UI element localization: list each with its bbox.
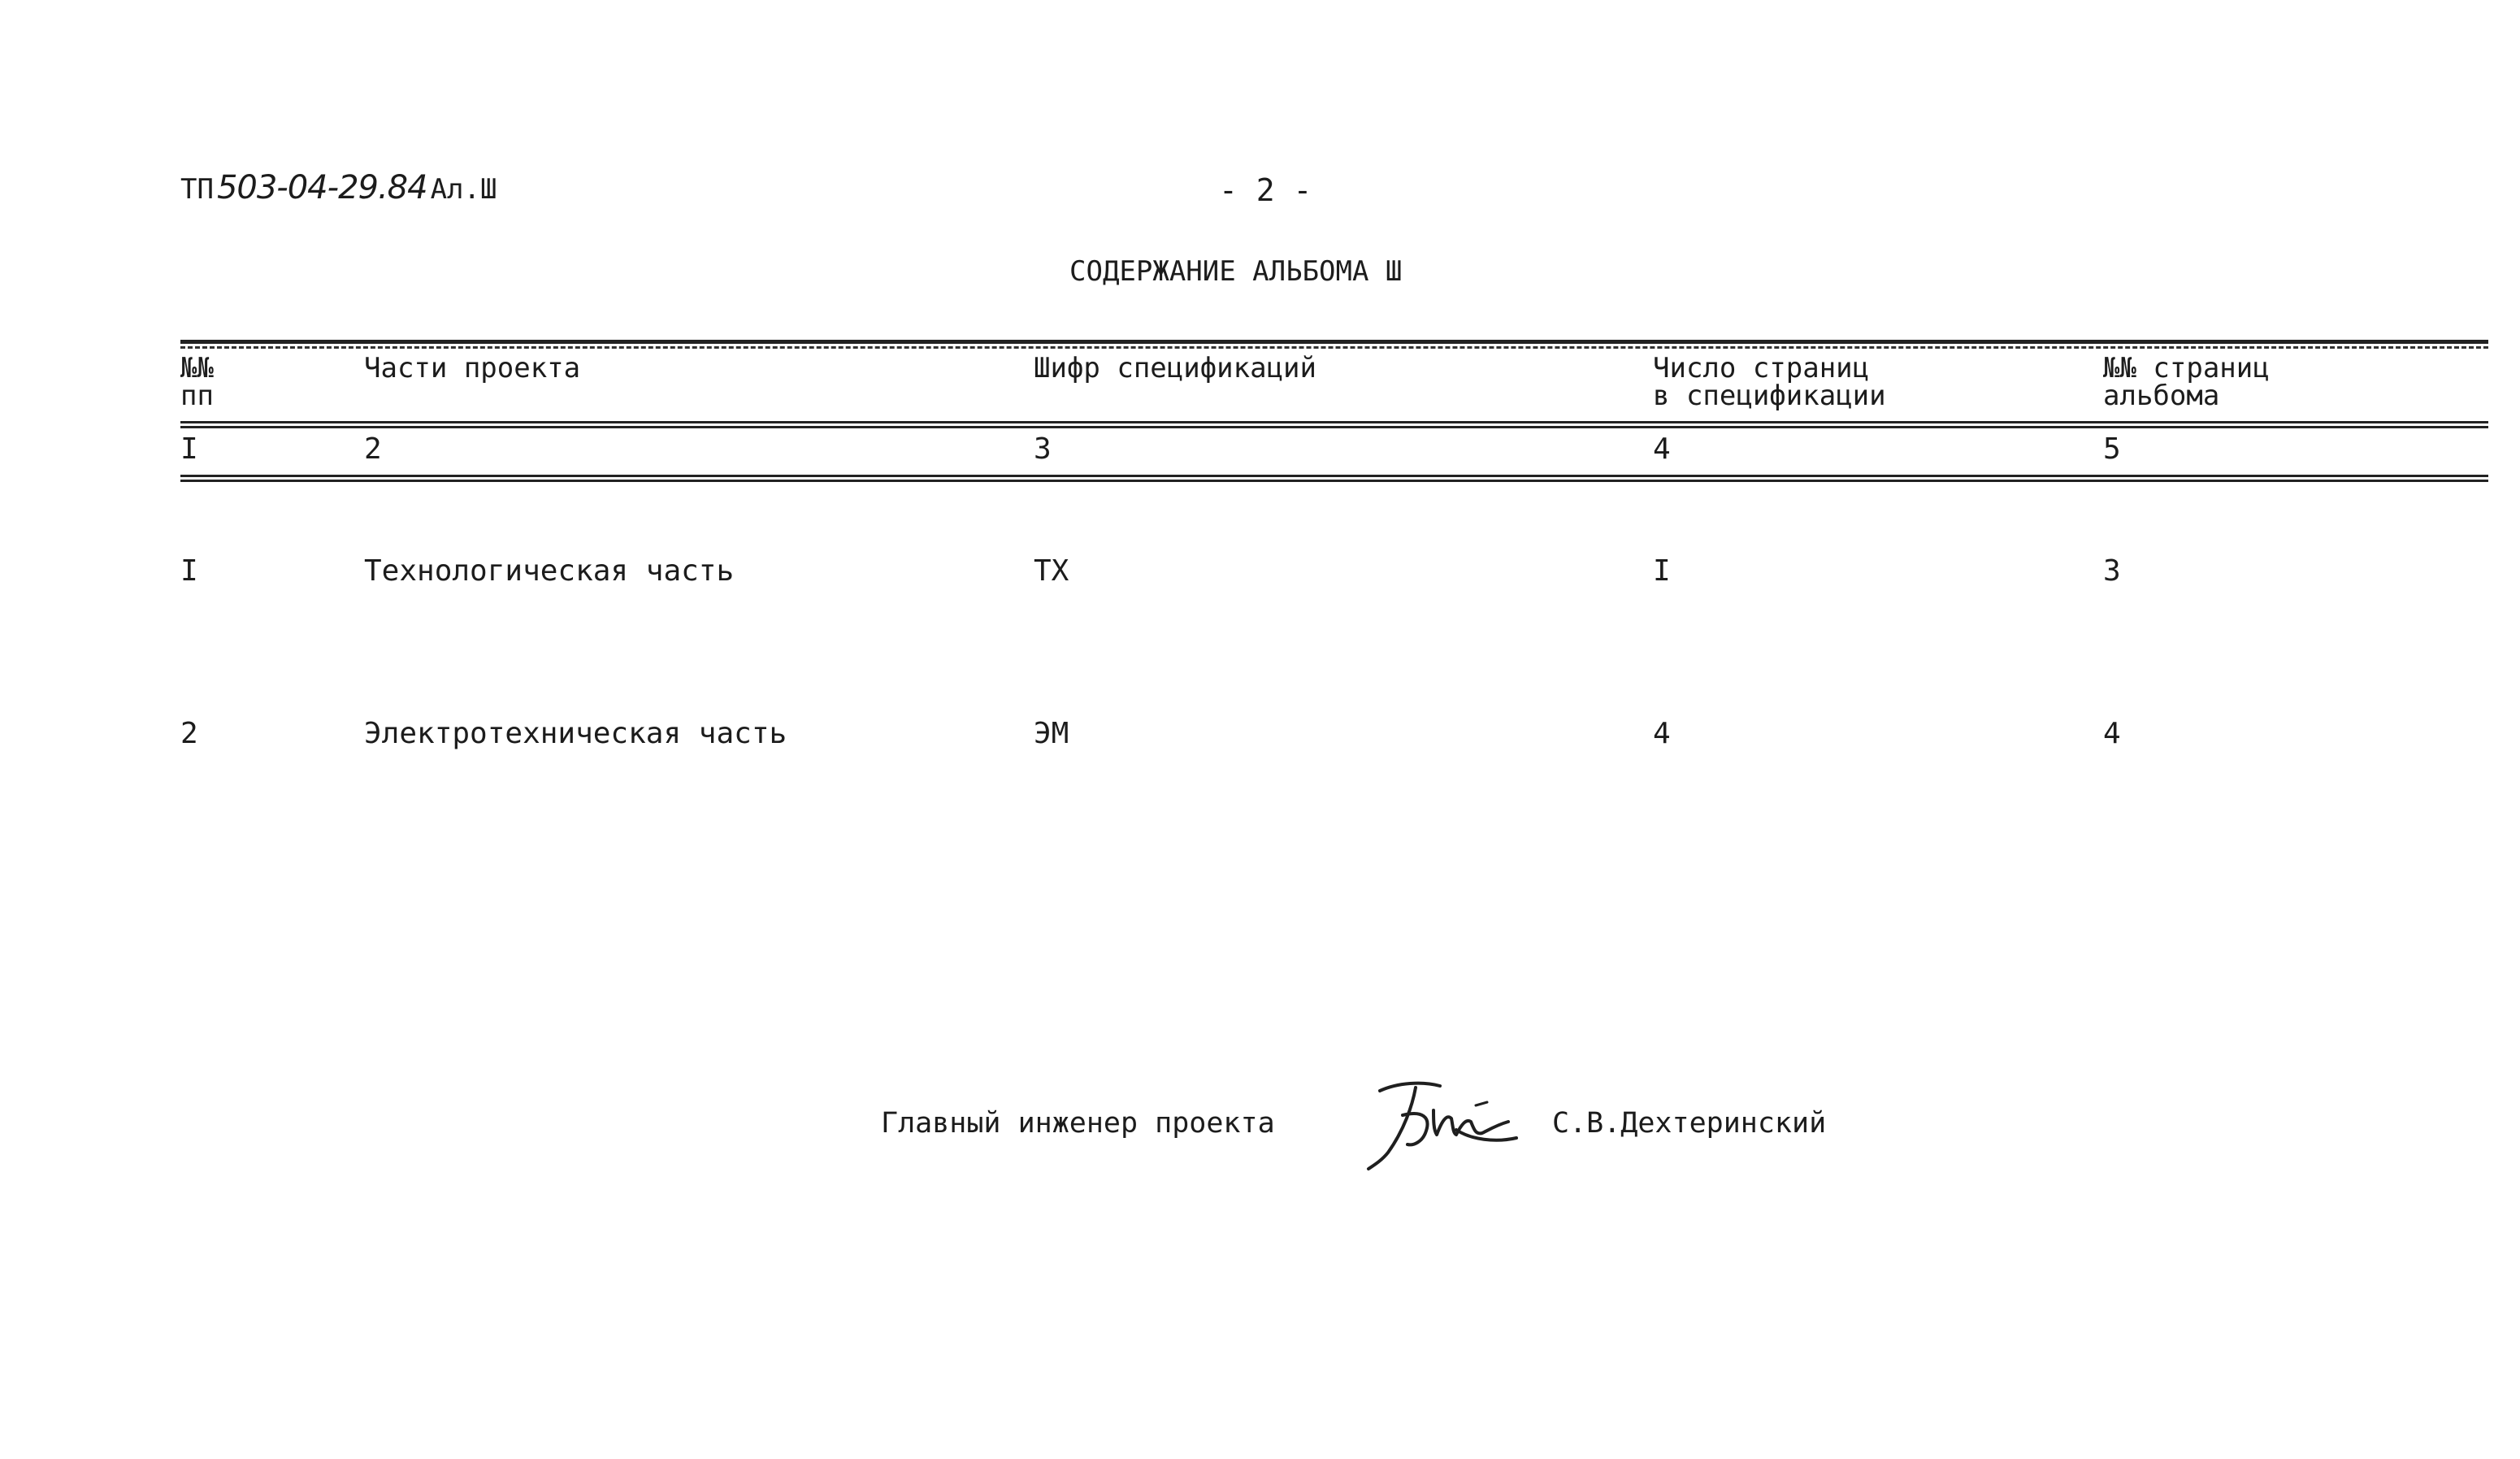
page-number: - 2 - (1219, 172, 1312, 208)
row-part-name: Электротехническая часть (364, 717, 787, 750)
column-header-number (180, 354, 214, 410)
column-header-pages-in-spec (1653, 354, 1886, 410)
row-pages-in-spec: 4 (1653, 717, 1671, 750)
row-album-pages: 3 (2103, 554, 2121, 588)
row-number: I (180, 554, 198, 588)
document-code-prefix: ТП (180, 173, 214, 206)
signature-name: С.В.Дехтеринский (1552, 1107, 1827, 1140)
column-number: 5 (2103, 432, 2121, 466)
row-spec-code: ТХ (1034, 554, 1069, 588)
column-header-album-pages (2103, 354, 2270, 410)
handwritten-signature (1365, 1073, 1520, 1175)
signature-label: Главный инженер проекта (881, 1107, 1275, 1140)
column-number: 2 (364, 432, 382, 466)
row-number: 2 (180, 717, 198, 750)
column-header-line: Части проекта (364, 352, 581, 384)
column-header-line: альбома (2103, 380, 2220, 412)
header-rule (180, 421, 2488, 428)
column-header-part (364, 354, 580, 382)
row-part-name: Технологическая часть (364, 554, 735, 588)
row-spec-code: ЭМ (1034, 717, 1069, 750)
album-label: Ал.Ш (430, 173, 497, 206)
table-top-rule-dashed (180, 346, 2488, 349)
column-number: 3 (1034, 432, 1052, 466)
page-title: СОДЕРЖАНИЕ АЛЬБОМА Ш (1069, 255, 1403, 288)
column-header-line: пп (180, 380, 214, 412)
table-top-rule (180, 340, 2488, 344)
document-code (180, 169, 497, 206)
column-header-line: Шифр спецификаций (1034, 352, 1316, 384)
column-header-line: №№ (180, 352, 214, 384)
column-header-line: №№ страниц (2103, 352, 2270, 384)
column-header-line: в спецификации (1653, 380, 1886, 412)
column-header-line: Число страниц (1653, 352, 1870, 384)
column-number: I (180, 432, 198, 466)
column-header-code (1034, 354, 1316, 382)
row-pages-in-spec: I (1653, 554, 1671, 588)
row-album-pages: 4 (2103, 717, 2121, 750)
column-number: 4 (1653, 432, 1671, 466)
column-numbers-rule (180, 475, 2488, 482)
document-number: 503-04-29.84 (216, 169, 427, 206)
